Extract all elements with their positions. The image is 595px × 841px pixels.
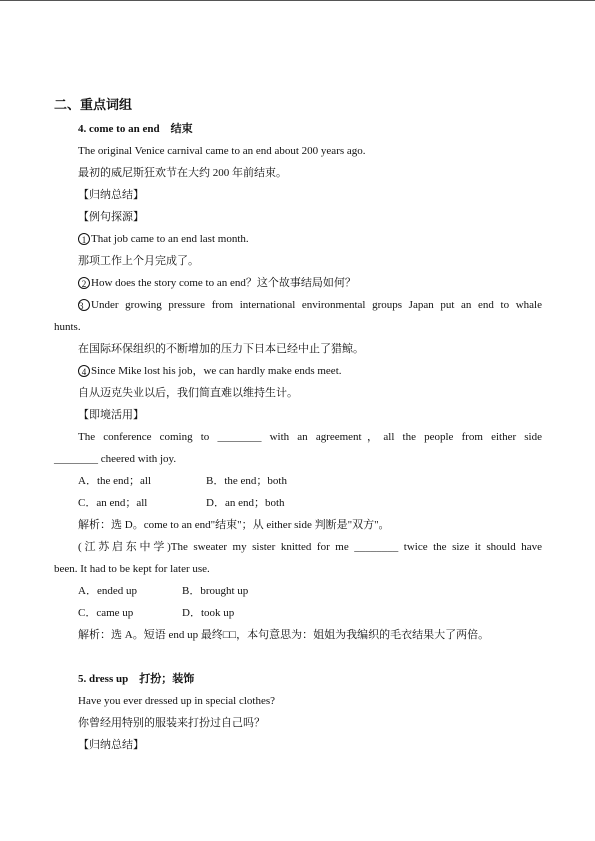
circled-number: 2 — [78, 277, 90, 289]
q1-options-row1 — [54, 470, 542, 492]
entry-4-practice-label: 【即境活用】 — [78, 409, 144, 421]
q1-option-d: D．an end；both — [206, 497, 285, 509]
circled-number: 4 — [78, 365, 90, 377]
circled-number: 1 — [78, 233, 90, 245]
q1-stem-line1: The conference coming to ________ with an agreement，all the people from either side — [78, 431, 542, 443]
q2-option-b: B．brought up — [182, 585, 249, 597]
source-3-zh: 在国际环保组织的不断增加的压力下日本已经中止了猎鲸。 — [78, 343, 364, 355]
entry-4-example-zh: 最初的威尼斯狂欢节在大约 200 年前结束。 — [78, 167, 287, 179]
q2-analysis: 解析：选 A。短语 end up 最终□□，本句意思为：姐姐为我编织的毛衣结果大了两倍。 — [78, 629, 490, 641]
source-1-en: 1 That job came to an end last month. — [54, 228, 542, 250]
q1-options-row2 — [54, 492, 542, 514]
q2-option-c: C．came up — [78, 607, 134, 619]
source-2-en: 2 How does the story come to an end？这个故事结局如何？ — [54, 272, 542, 294]
entry-4-summary-label: 【归纳总结】 — [78, 189, 144, 201]
q1-option-a: A．the end；all — [78, 475, 152, 487]
q2-option-d: D．took up — [182, 607, 235, 619]
circled-number: 3 — [78, 299, 90, 311]
entry-5-title: 5. dress up 打扮；装饰 — [78, 673, 195, 685]
q2-stem-line2: been. It had to be kept for later use. — [54, 563, 210, 575]
q1-stem-line2: ________ cheered with joy. — [54, 453, 177, 465]
q1-analysis: 解析：选 D。come to an end"结束"；从 either side 判断是"双方"。 — [78, 519, 390, 531]
q2-options-row1 — [54, 580, 542, 602]
source-3-en-line1: 3 Under growing pressure from international environmental groups Japan put an end to whale — [79, 299, 542, 311]
entry-4-title: 4. come to an end 结束 — [78, 123, 193, 135]
page-top-border — [0, 0, 595, 1]
source-3-en-line2: hunts. — [54, 321, 81, 333]
document-page — [54, 96, 542, 756]
entry-4-source-label: 【例句探源】 — [78, 211, 144, 223]
source-4-zh: 自从迈克失业以后，我们简直难以维持生计。 — [78, 387, 298, 399]
source-1-zh: 那项工作上个月完成了。 — [78, 255, 199, 267]
source-4-en: 4 Since Mike lost his job，we can hardly make ends meet. — [54, 360, 542, 382]
entry-separator — [54, 646, 542, 668]
entry-4-example-en: The original Venice carnival came to an end about 200 years ago. — [78, 145, 366, 157]
section-title: 二、重点词组 — [54, 98, 133, 113]
q2-options-row2 — [54, 602, 542, 624]
entry-5-example-zh: 你曾经用特别的服装来打扮过自己吗？ — [78, 717, 265, 729]
q1-option-b: B．the end；both — [206, 475, 287, 487]
q2-option-a: A．ended up — [78, 585, 137, 597]
entry-5-summary-label: 【归纳总结】 — [78, 739, 144, 751]
q1-option-c: C．an end；all — [78, 497, 148, 509]
q2-stem-line1: (江苏启东中学)The sweater my sister knitted for me ________ twice the size it should have — [78, 541, 542, 553]
entry-5-example-en: Have you ever dressed up in special clothes? — [78, 695, 276, 707]
